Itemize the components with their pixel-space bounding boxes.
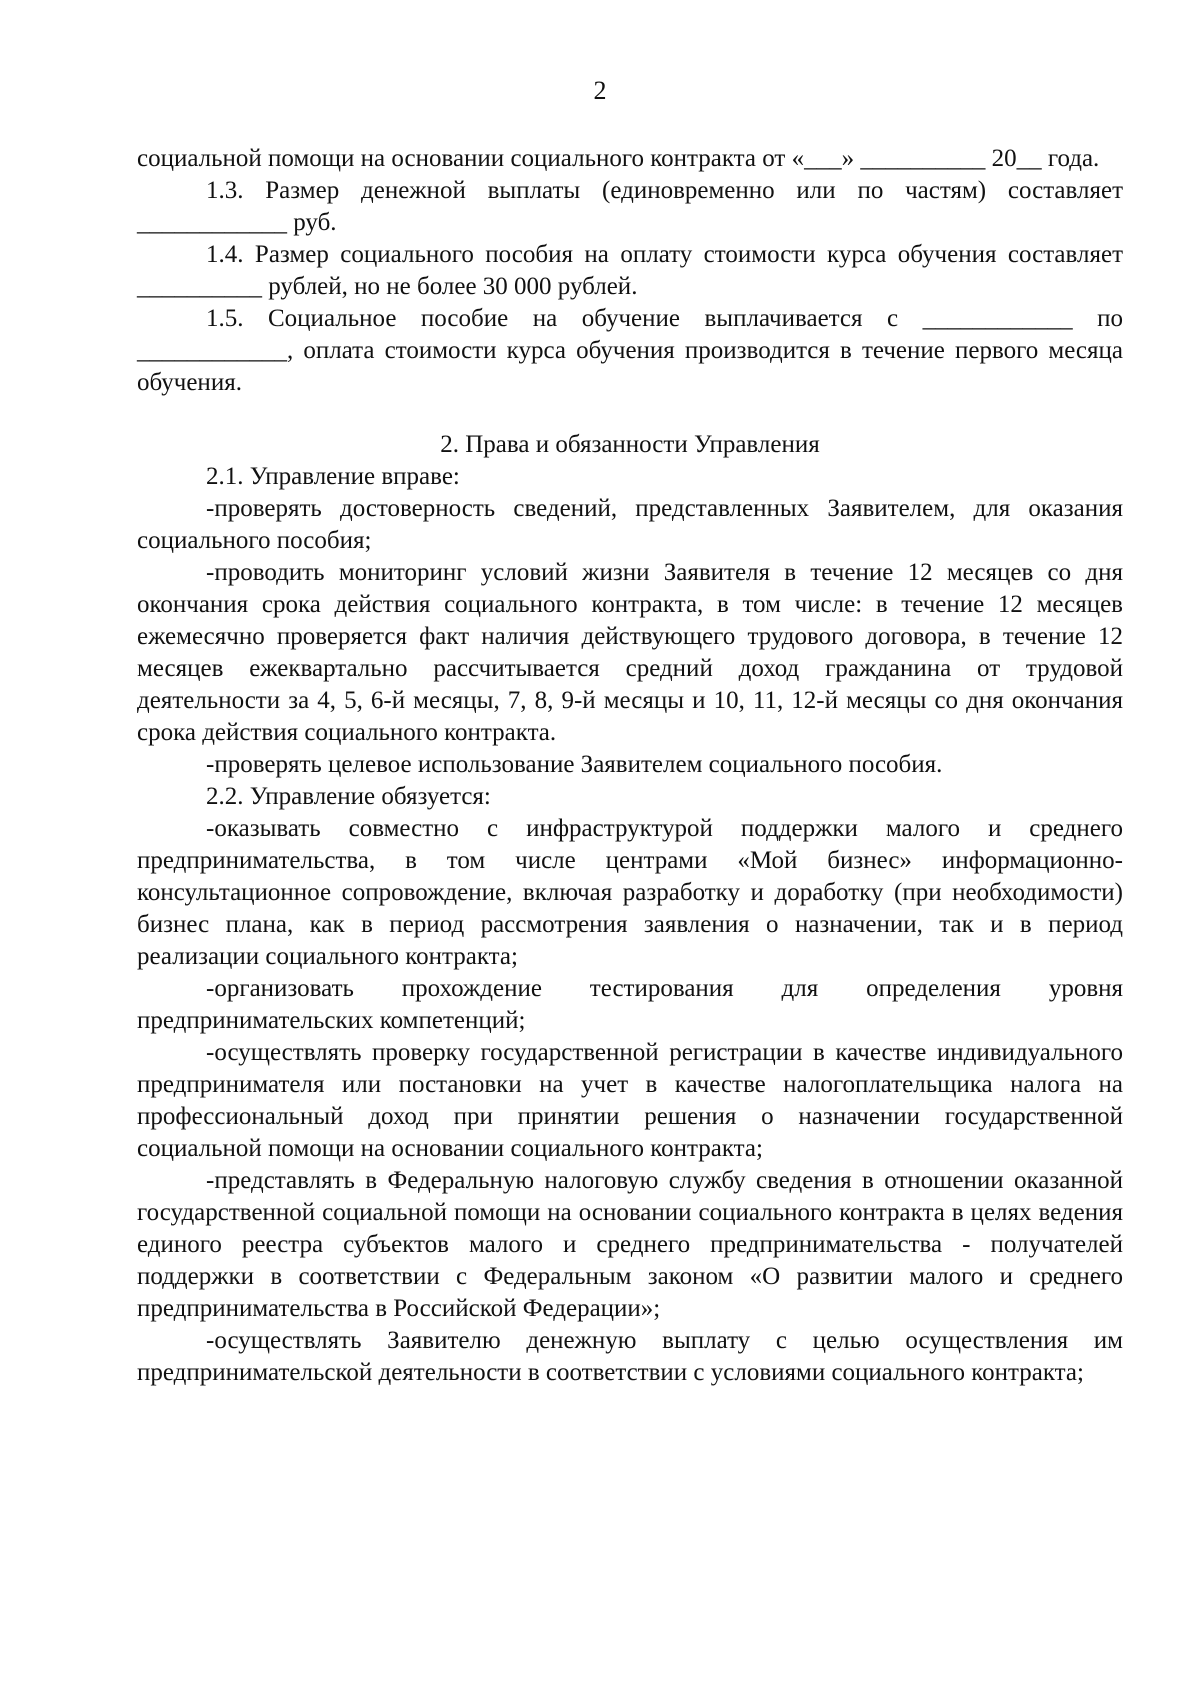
list-item-registration-check: -осуществлять проверку государственной регистрации в качестве индивидуального предпринимателя или постановки на учет в качестве налогоплательщика налога на профессиональный доход при принятии решения о назначении государственной социальной помощи на основании социального контракта;	[137, 1039, 1123, 1162]
page-number: 2	[593, 76, 607, 105]
section-heading-2: 2. Права и обязанности Управления	[440, 431, 820, 458]
list-item-testing: -организовать прохождение тестирования для определения уровня предпринимательских компетенций;	[137, 975, 1123, 1034]
paragraph-2-1: 2.1. Управление вправе:	[206, 463, 460, 490]
list-item-verify-info: -проверять достоверность сведений, представленных Заявителем, для оказания социального пособия;	[137, 495, 1123, 554]
paragraph-2-2: 2.2. Управление обязуется:	[206, 783, 491, 810]
list-item-consulting: -оказывать совместно с инфраструктурой поддержки малого и среднего предпринимательства, в том числе центрами «Мой бизнес» информационно-консультационное сопровождение, включая разработку и доработку (при необходимости) бизнес плана, как в период рассмотрения заявления о назначении, так и в период реализации социального контракта;	[137, 815, 1123, 970]
list-item-payment: -осуществлять Заявителю денежную выплату с целью осуществления им предпринимательской деятельности в соответствии с условиями социального контракта;	[137, 1327, 1123, 1386]
list-item-monitoring: -проводить мониторинг условий жизни Заявителя в течение 12 месяцев со дня окончания срока действия социального контракта, в том числе: в течение 12 месяцев ежемесячно проверяется факт наличия действующего трудового договора, в течение 12 месяцев ежеквартально рассчитывается средний доход гражданина от трудовой деятельности за 4, 5, 6-й месяцы, 7, 8, 9-й месяцы и 10, 11, 12-й месяцы со дня окончания срока действия социального контракта.	[137, 559, 1123, 746]
paragraph-1-3: 1.3. Размер денежной выплаты (единовременно или по частям) составляет ____________ руб.	[137, 177, 1123, 236]
paragraph-contract-date: социальной помощи на основании социального контракта от «___» __________ 20__ года.	[137, 145, 1100, 172]
paragraph-1-4: 1.4. Размер социального пособия на оплату стоимости курса обучения составляет __________ рублей, но не более 30 000 рублей.	[137, 241, 1123, 300]
list-item-tax-service: -представлять в Федеральную налоговую службу сведения в отношении оказанной государственной социальной помощи на основании социального контракта в целях ведения единого реестра субъектов малого и среднего предпринимательства - получателей поддержки в соответствии с Федеральным законом «О развитии малого и среднего предпринимательства в Российской Федерации»;	[137, 1167, 1123, 1322]
document-body	[137, 143, 1123, 1389]
paragraph-1-5: 1.5. Социальное пособие на обучение выплачивается с ____________ по ____________, оплата стоимости курса обучения производится в течение первого месяца обучения.	[137, 305, 1123, 396]
list-item-target-use: -проверять целевое использование Заявителем социального пособия.	[206, 751, 943, 778]
